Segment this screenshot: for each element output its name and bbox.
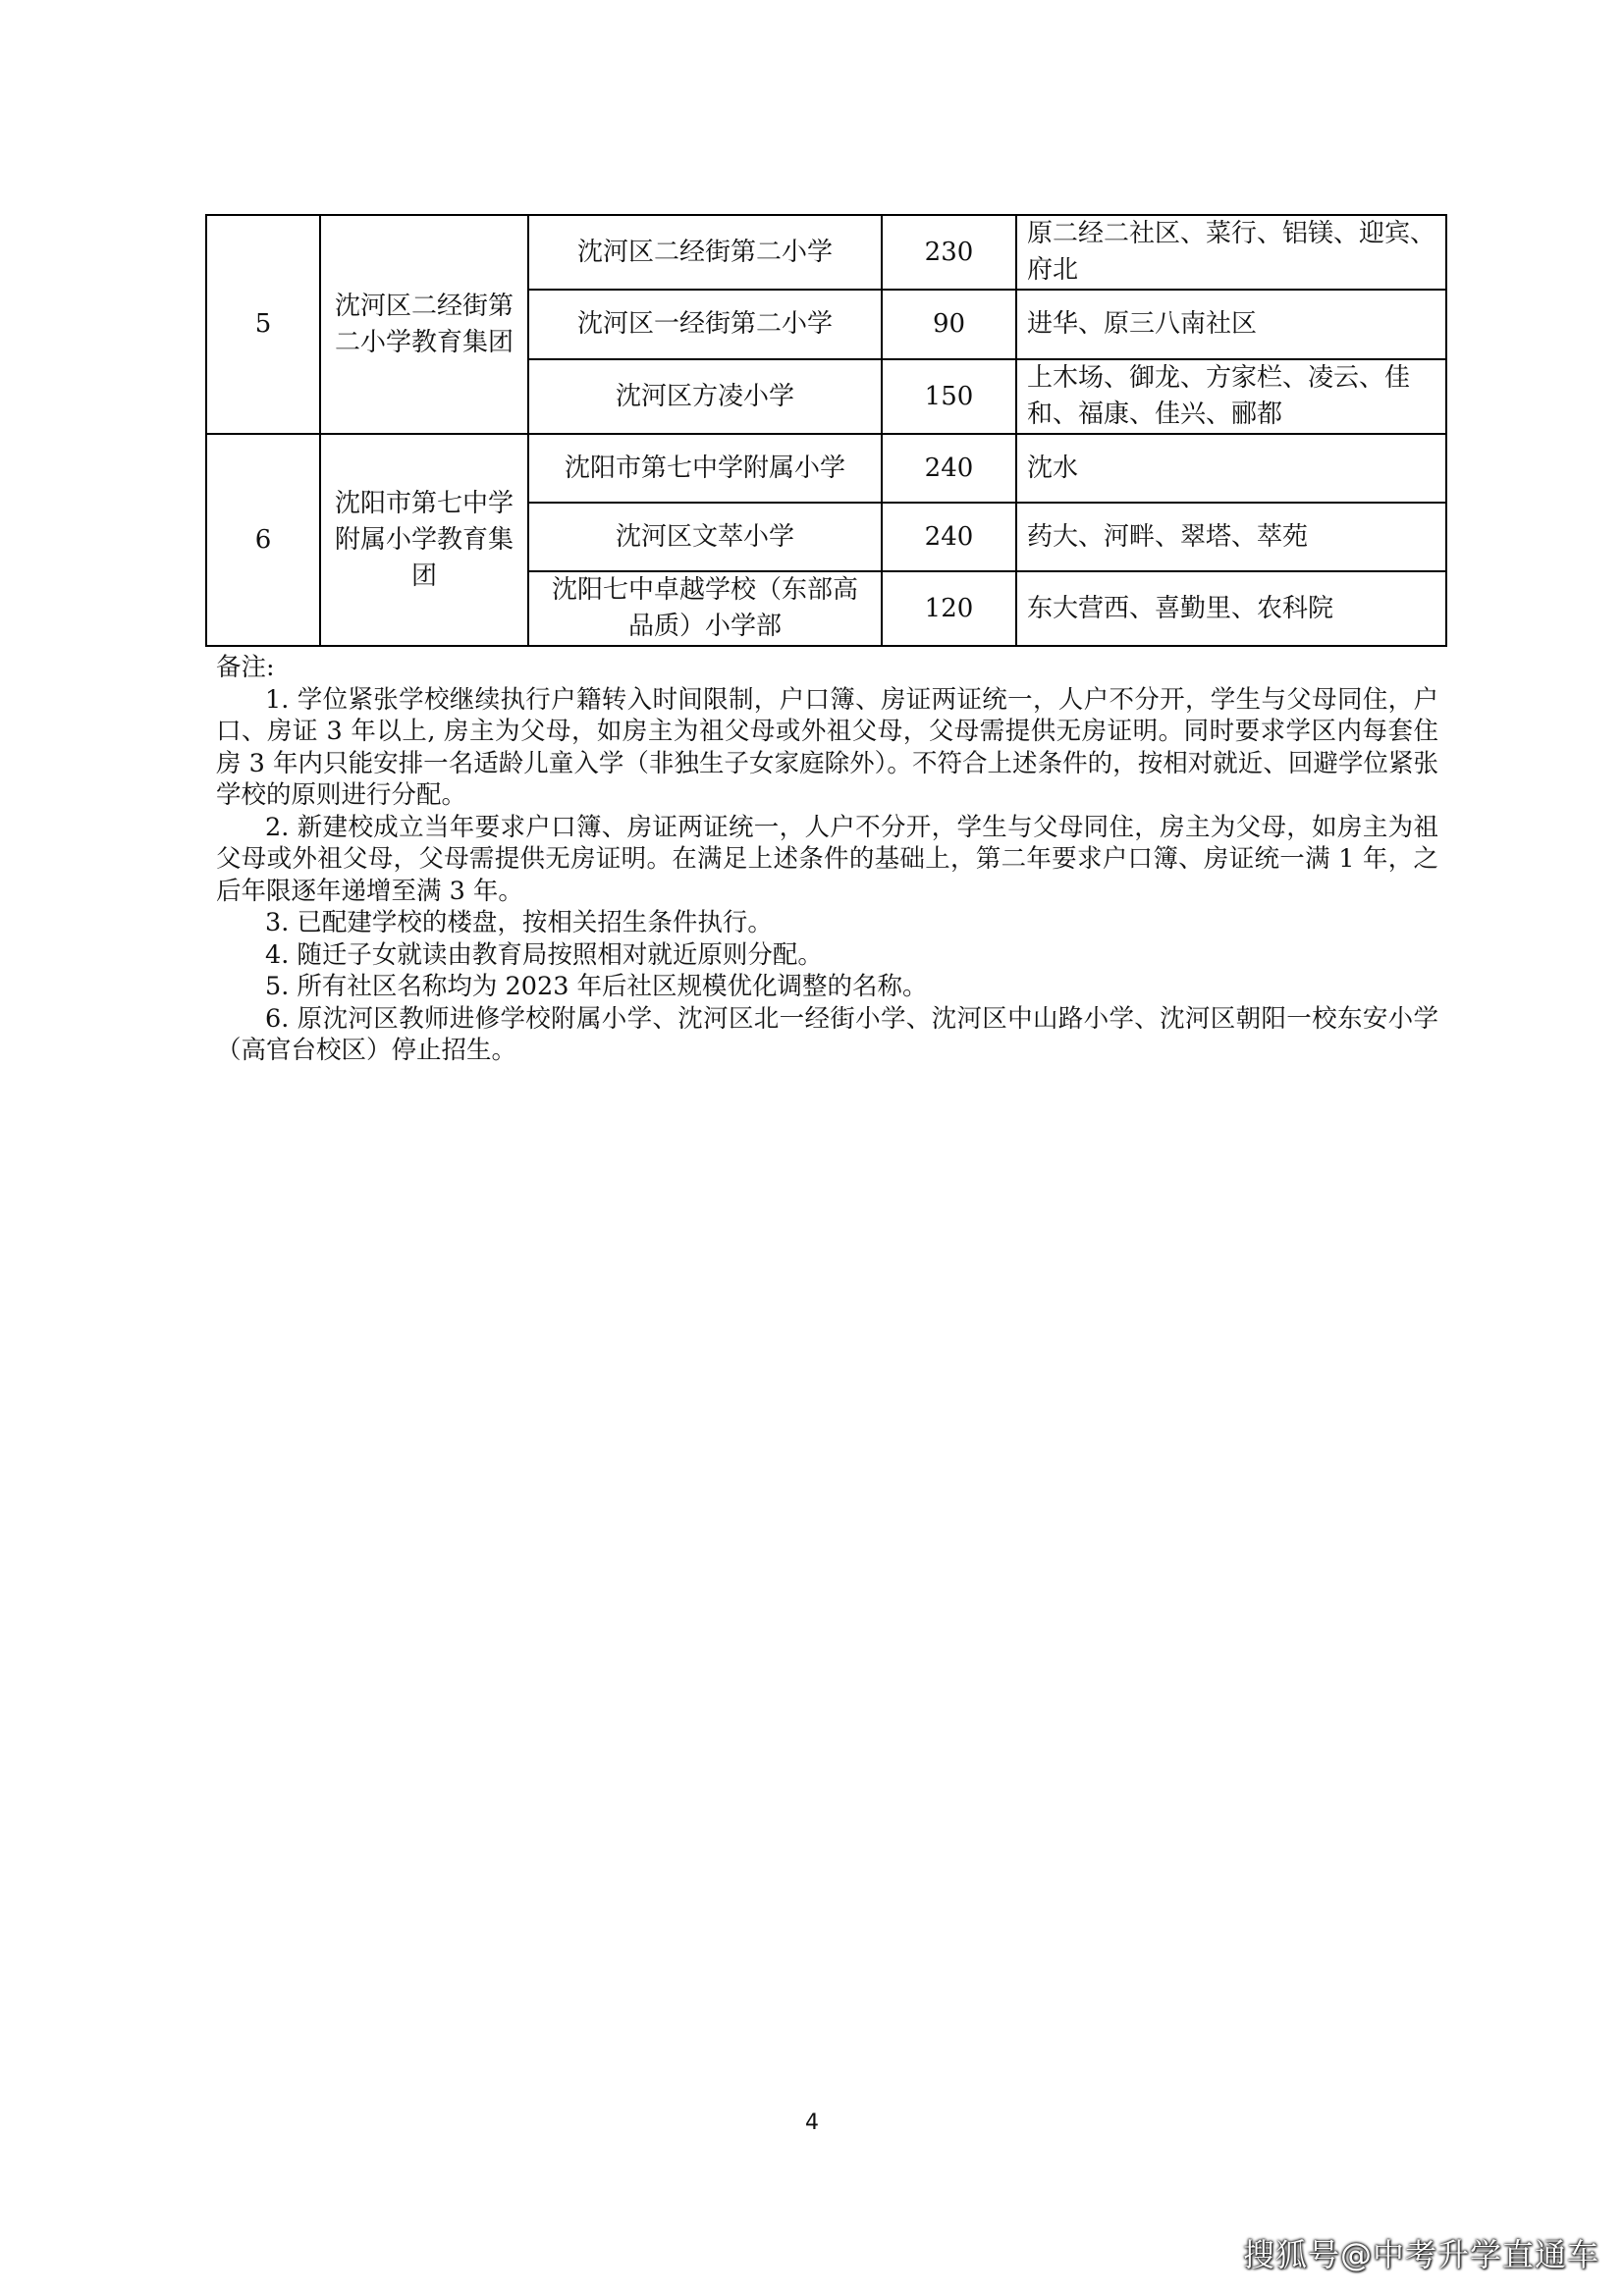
- school-name: 沈阳市第七中学附属小学: [528, 434, 882, 503]
- note-item: 2. 新建校成立当年要求户口簿、房证两证统一，人户不分开，学生与父母同住，房主为父母，如房主为祖父母或外祖父母，父母需提供无房证明。在满足上述条件的基础上，第二年要求户口簿、房证统一满 1 年，之后年限逐年递增至满 3 年。: [216, 812, 1438, 906]
- enrollment-count: 120: [882, 571, 1016, 646]
- catchment-area: 药大、河畔、翠塔、萃苑: [1016, 503, 1446, 571]
- enrollment-count: 230: [882, 215, 1016, 290]
- enrollment-table: [205, 214, 1447, 647]
- school-name: 沈河区文萃小学: [528, 503, 882, 571]
- school-name: 沈阳七中卓越学校（东部高品质）小学部: [528, 571, 882, 646]
- table-row: [206, 434, 1446, 503]
- catchment-area: 上木场、御龙、方家栏、凌云、佳和、福康、佳兴、郦都: [1016, 359, 1446, 434]
- enrollment-count: 150: [882, 359, 1016, 434]
- catchment-area: 原二经二社区、菜行、铝镁、迎宾、府北: [1016, 215, 1446, 290]
- table-row: [206, 215, 1446, 290]
- notes-section: [216, 652, 1438, 1067]
- group-number: 5: [206, 215, 320, 434]
- enrollment-count: 240: [882, 503, 1016, 571]
- school-name: 沈河区一经街第二小学: [528, 290, 882, 359]
- group-name: 沈河区二经街第二小学教育集团: [320, 215, 528, 434]
- enrollment-count: 90: [882, 290, 1016, 359]
- catchment-area: 东大营西、喜勤里、农科院: [1016, 571, 1446, 646]
- note-item: 4. 随迁子女就读由教育局按照相对就近原则分配。: [265, 939, 823, 970]
- group-name: 沈阳市第七中学附属小学教育集团: [320, 434, 528, 646]
- notes-label: 备注:: [216, 653, 275, 682]
- page-number: 4: [805, 2110, 819, 2135]
- note-item: 5. 所有社区名称均为 2023 年后社区规模优化调整的名称。: [265, 972, 928, 1001]
- school-name: 沈河区二经街第二小学: [528, 215, 882, 290]
- school-name: 沈河区方凌小学: [528, 359, 882, 434]
- enrollment-count: 240: [882, 434, 1016, 503]
- watermark: 搜狐号@中考升学直通车: [1242, 2236, 1599, 2273]
- note-item: 6. 原沈河区教师进修学校附属小学、沈河区北一经街小学、沈河区中山路小学、沈河区朝阳一校东安小学（高官台校区）停止招生。: [216, 1003, 1438, 1065]
- catchment-area: 沈水: [1016, 434, 1446, 503]
- group-number: 6: [206, 434, 320, 646]
- note-item: 3. 已配建学校的楼盘，按相关招生条件执行。: [265, 908, 773, 937]
- note-item: 1. 学位紧张学校继续执行户籍转入时间限制，户口簿、房证两证统一，人户不分开，学生与父母同住，户口、房证 3 年以上, 房主为父母，如房主为祖父母或外祖父母，父母需提供无房证明。同时要求学区内每套住房 3 年内只能安排一名适龄儿童入学（非独生子女家庭除外）。不符合上述条件的，按相对就近、回避学位紧张学校的原则进行分配。: [216, 684, 1438, 810]
- catchment-area: 进华、原三八南社区: [1016, 290, 1446, 359]
